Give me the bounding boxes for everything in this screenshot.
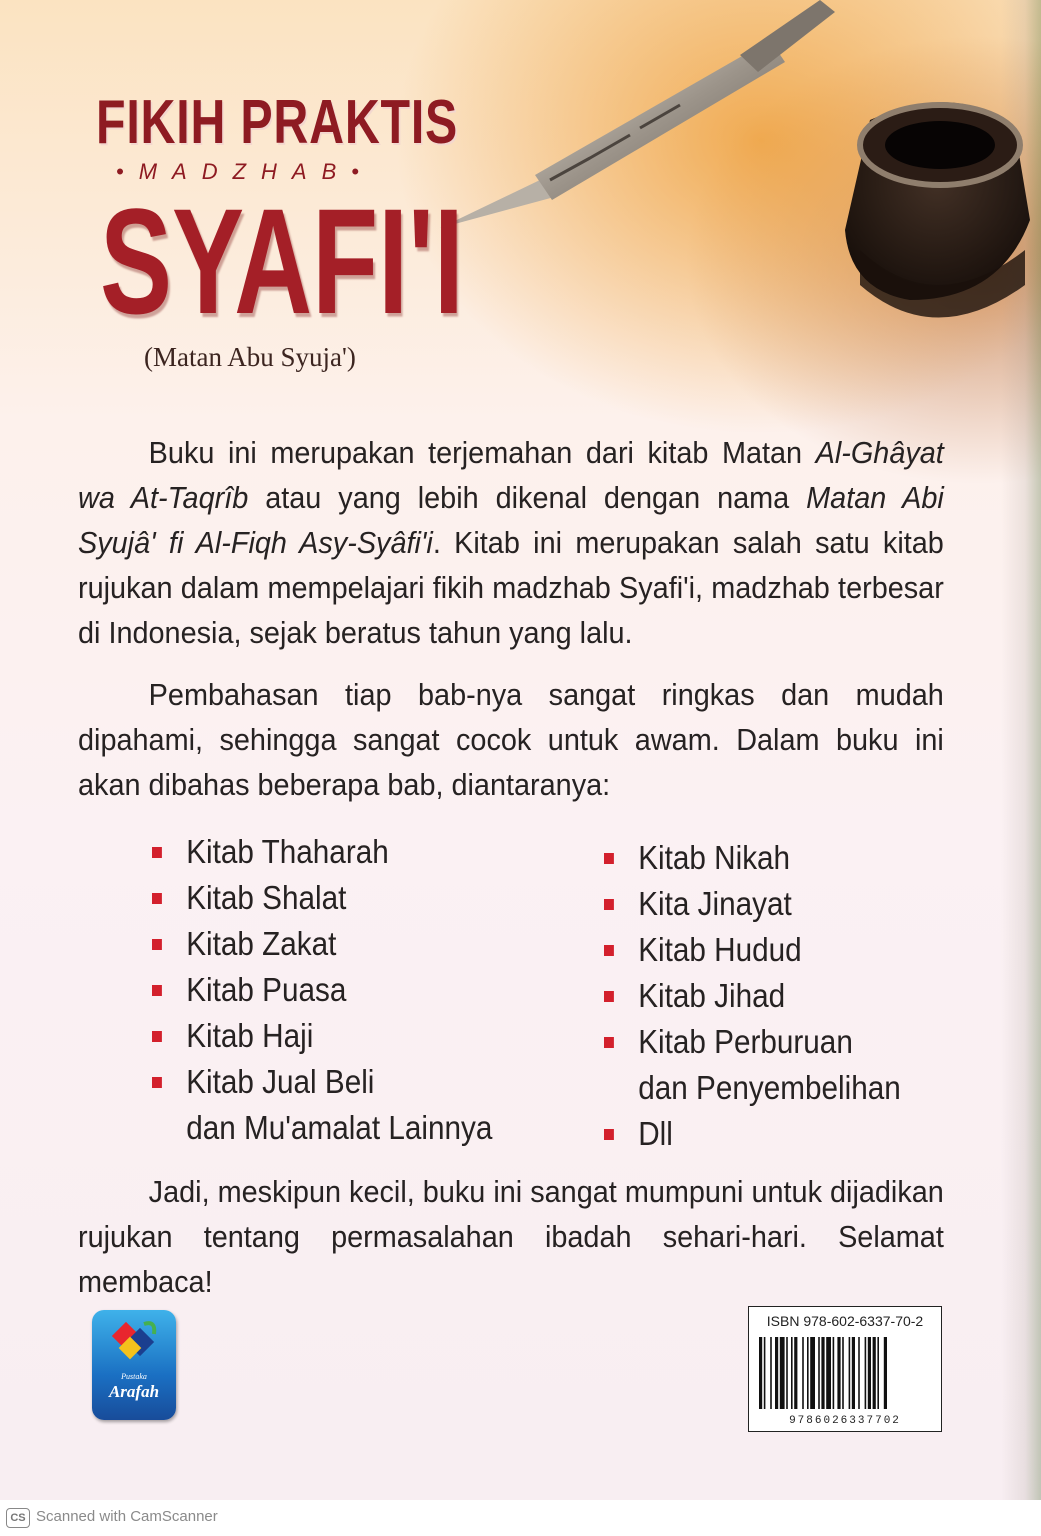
bullet-icon xyxy=(604,945,614,956)
publisher-logo xyxy=(92,1310,176,1420)
barcode-number: 9786026337702 xyxy=(789,1415,901,1427)
title-syafii: SYAFI'I xyxy=(100,177,464,345)
bullet-icon xyxy=(604,1129,614,1140)
chapter-item: Kitab Hudud xyxy=(604,927,901,973)
description-paragraph-1 xyxy=(78,430,944,655)
bullet-icon xyxy=(604,899,614,910)
bullet-icon xyxy=(604,853,614,864)
chapter-item: Kitab Thaharah xyxy=(152,829,492,875)
isbn-barcode-box xyxy=(748,1306,942,1432)
bullet-icon xyxy=(152,847,162,858)
publisher-name: Arafah xyxy=(108,1382,160,1401)
chapter-item: Kitab Perburuan dan Penyembelihan xyxy=(604,1019,901,1111)
description-paragraph-3: Jadi, meskipun kecil, buku ini sangat mumpuni untuk dijadikan rujukan tentang permasalahan ibadah sehari-hari. Selamat membaca! xyxy=(78,1174,944,1299)
chapter-item: Kitab Jihad xyxy=(604,973,901,1019)
chapter-item: Kita Jinayat xyxy=(604,881,901,927)
camscanner-badge-icon: CS xyxy=(6,1508,30,1528)
p1-segment: atau yang lebih dikenal dengan nama xyxy=(248,480,807,515)
title-madzhab: •MADZHAB• xyxy=(116,159,374,184)
chapter-list-right xyxy=(604,835,934,1157)
isbn-label: ISBN 978-602-6337-70-2 xyxy=(766,1313,924,1329)
bullet-icon xyxy=(604,991,614,1002)
chapter-list-left xyxy=(152,829,530,1151)
chapter-item: Kitab Shalat xyxy=(152,875,492,921)
p1-segment-italic: Al-Ghâyat wa At-Taqrîb xyxy=(78,435,944,515)
publisher-emblem-icon xyxy=(92,1310,176,1372)
title-fikih-praktis: FIKIH PRAKTIS xyxy=(96,88,459,157)
p1-segment: Buku ini merupakan terjemahan dari kitab Matan xyxy=(148,435,816,470)
title-subtitle: (Matan Abu Syuja') xyxy=(144,342,356,372)
chapter-item: Dll xyxy=(604,1111,901,1157)
bullet-icon xyxy=(152,1077,162,1088)
bullet-icon xyxy=(152,1031,162,1042)
scanner-footer xyxy=(0,1500,1041,1536)
bullet-icon xyxy=(152,893,162,904)
publisher-small-text: Pustaka xyxy=(121,1372,147,1381)
description-paragraph-2: Pembahasan tiap bab-nya sangat ringkas dan mudah dipahami, sehingga sangat cocok untuk awam. Dalam buku ini akan dibahas beberapa bab, diantaranya: xyxy=(78,677,944,802)
chapter-item: Kitab Haji xyxy=(152,1013,492,1059)
quill-pen-and-inkwell-illustration xyxy=(440,0,1041,420)
chapter-item: Kitab Nikah xyxy=(604,835,901,881)
p1-segment-italic: Matan Abi Syujâ' fi Al-Fiqh Asy-Syâfi'i xyxy=(78,480,944,560)
quill-pen xyxy=(440,0,835,228)
bullet-icon xyxy=(152,985,162,996)
description-body xyxy=(78,430,944,1321)
barcode-graphic xyxy=(759,1337,931,1409)
chapter-item: Kitab Puasa xyxy=(152,967,492,1013)
scanner-watermark-text: Scanned with CamScanner xyxy=(36,1508,218,1525)
bullet-icon xyxy=(604,1037,614,1048)
chapter-item: Kitab Jual Beli dan Mu'amalat Lainnya xyxy=(152,1059,492,1151)
inkwell xyxy=(845,102,1030,317)
bullet-icon xyxy=(152,939,162,950)
cover-title xyxy=(96,88,464,373)
p1-segment: . Kitab ini merupakan salah satu kitab rujukan dalam mempelajari fikih madzhab Syafi'i, madzhab terbesar di Indonesia, sejak beratus tahun yang lalu. xyxy=(78,525,944,650)
chapter-item: Kitab Zakat xyxy=(152,921,492,967)
chapter-list xyxy=(78,829,944,1152)
